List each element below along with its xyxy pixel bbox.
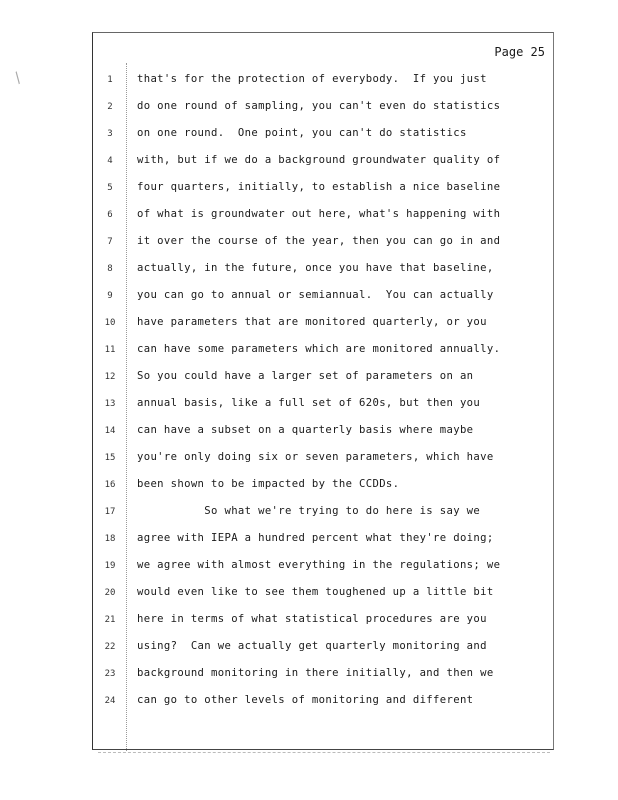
line-text: annual basis, like a full set of 620s, but then you — [137, 397, 481, 409]
line-number: 5 — [107, 183, 113, 193]
line-number: 8 — [107, 264, 113, 274]
line-text: of what is groundwater out here, what's happening with — [137, 208, 501, 220]
line-number: 2 — [107, 102, 113, 112]
transcript-line — [93, 530, 553, 552]
transcript-line — [93, 503, 553, 525]
transcript-line — [93, 476, 553, 498]
line-text: would even like to see them toughened up a little bit — [137, 586, 494, 598]
bottom-scan-edge — [98, 752, 550, 753]
line-text: using? Can we actually get quarterly monitoring and — [137, 640, 487, 652]
line-text: can go to other levels of monitoring and different — [137, 694, 474, 706]
transcript-line — [93, 314, 553, 336]
transcript-page — [92, 32, 554, 750]
transcript-line — [93, 98, 553, 120]
line-text: can have a subset on a quarterly basis where maybe — [137, 424, 474, 436]
line-number: 6 — [107, 210, 113, 220]
line-number: 16 — [104, 480, 116, 490]
transcript-line — [93, 125, 553, 147]
line-number: 3 — [107, 129, 113, 139]
line-text: background monitoring in there initially, and then we — [137, 667, 494, 679]
line-number: 1 — [107, 75, 113, 85]
transcript-line — [93, 584, 553, 606]
line-number: 20 — [104, 588, 116, 598]
line-text: on one round. One point, you can't do statistics — [137, 127, 467, 139]
transcript-line — [93, 368, 553, 390]
line-number: 21 — [104, 615, 116, 625]
line-number: 13 — [104, 399, 116, 409]
line-text: actually, in the future, once you have that baseline, — [137, 262, 494, 274]
line-number: 11 — [104, 345, 116, 355]
transcript-line — [93, 287, 553, 309]
line-number: 14 — [104, 426, 116, 436]
transcript-line — [93, 665, 553, 687]
page-number: Page 25 — [494, 45, 545, 59]
line-text: So what we're trying to do here is say we — [137, 505, 481, 517]
line-number: 18 — [104, 534, 116, 544]
transcript-line — [93, 557, 553, 579]
transcript-line — [93, 341, 553, 363]
line-number: 22 — [104, 642, 116, 652]
line-number: 10 — [104, 318, 116, 328]
transcript-line — [93, 152, 553, 174]
line-number: 24 — [104, 696, 116, 706]
line-number: 23 — [104, 669, 116, 679]
line-text: do one round of sampling, you can't even do statistics — [137, 100, 501, 112]
transcript-line — [93, 206, 553, 228]
line-text: been shown to be impacted by the CCDDs. — [137, 478, 400, 490]
line-text: you're only doing six or seven parameters, which have — [137, 451, 494, 463]
transcript-line — [93, 71, 553, 93]
line-text: agree with IEPA a hundred percent what they're doing; — [137, 532, 494, 544]
line-text: that's for the protection of everybody. If you just — [137, 73, 487, 85]
transcript-line — [93, 449, 553, 471]
transcript-line — [93, 233, 553, 255]
line-text: with, but if we do a background groundwater quality of — [137, 154, 501, 166]
line-number: 17 — [104, 507, 116, 517]
transcript-line — [93, 422, 553, 444]
line-number: 9 — [107, 291, 113, 301]
line-number: 12 — [104, 372, 116, 382]
line-number: 19 — [104, 561, 116, 571]
line-number: 7 — [107, 237, 113, 247]
transcript-line — [93, 638, 553, 660]
transcript-line — [93, 179, 553, 201]
stray-pen-mark: / — [9, 69, 27, 87]
line-text: have parameters that are monitored quarterly, or you — [137, 316, 487, 328]
transcript-line — [93, 692, 553, 714]
line-text: four quarters, initially, to establish a nice baseline — [137, 181, 501, 193]
transcript-line — [93, 260, 553, 282]
line-text: it over the course of the year, then you can go in and — [137, 235, 501, 247]
line-text: we agree with almost everything in the regulations; we — [137, 559, 501, 571]
line-text: can have some parameters which are monitored annually. — [137, 343, 501, 355]
line-text: you can go to annual or semiannual. You can actually — [137, 289, 494, 301]
line-text: here in terms of what statistical procedures are you — [137, 613, 487, 625]
line-text: So you could have a larger set of parameters on an — [137, 370, 474, 382]
line-number: 4 — [107, 156, 113, 166]
transcript-line — [93, 395, 553, 417]
transcript-line — [93, 611, 553, 633]
line-number: 15 — [104, 453, 116, 463]
